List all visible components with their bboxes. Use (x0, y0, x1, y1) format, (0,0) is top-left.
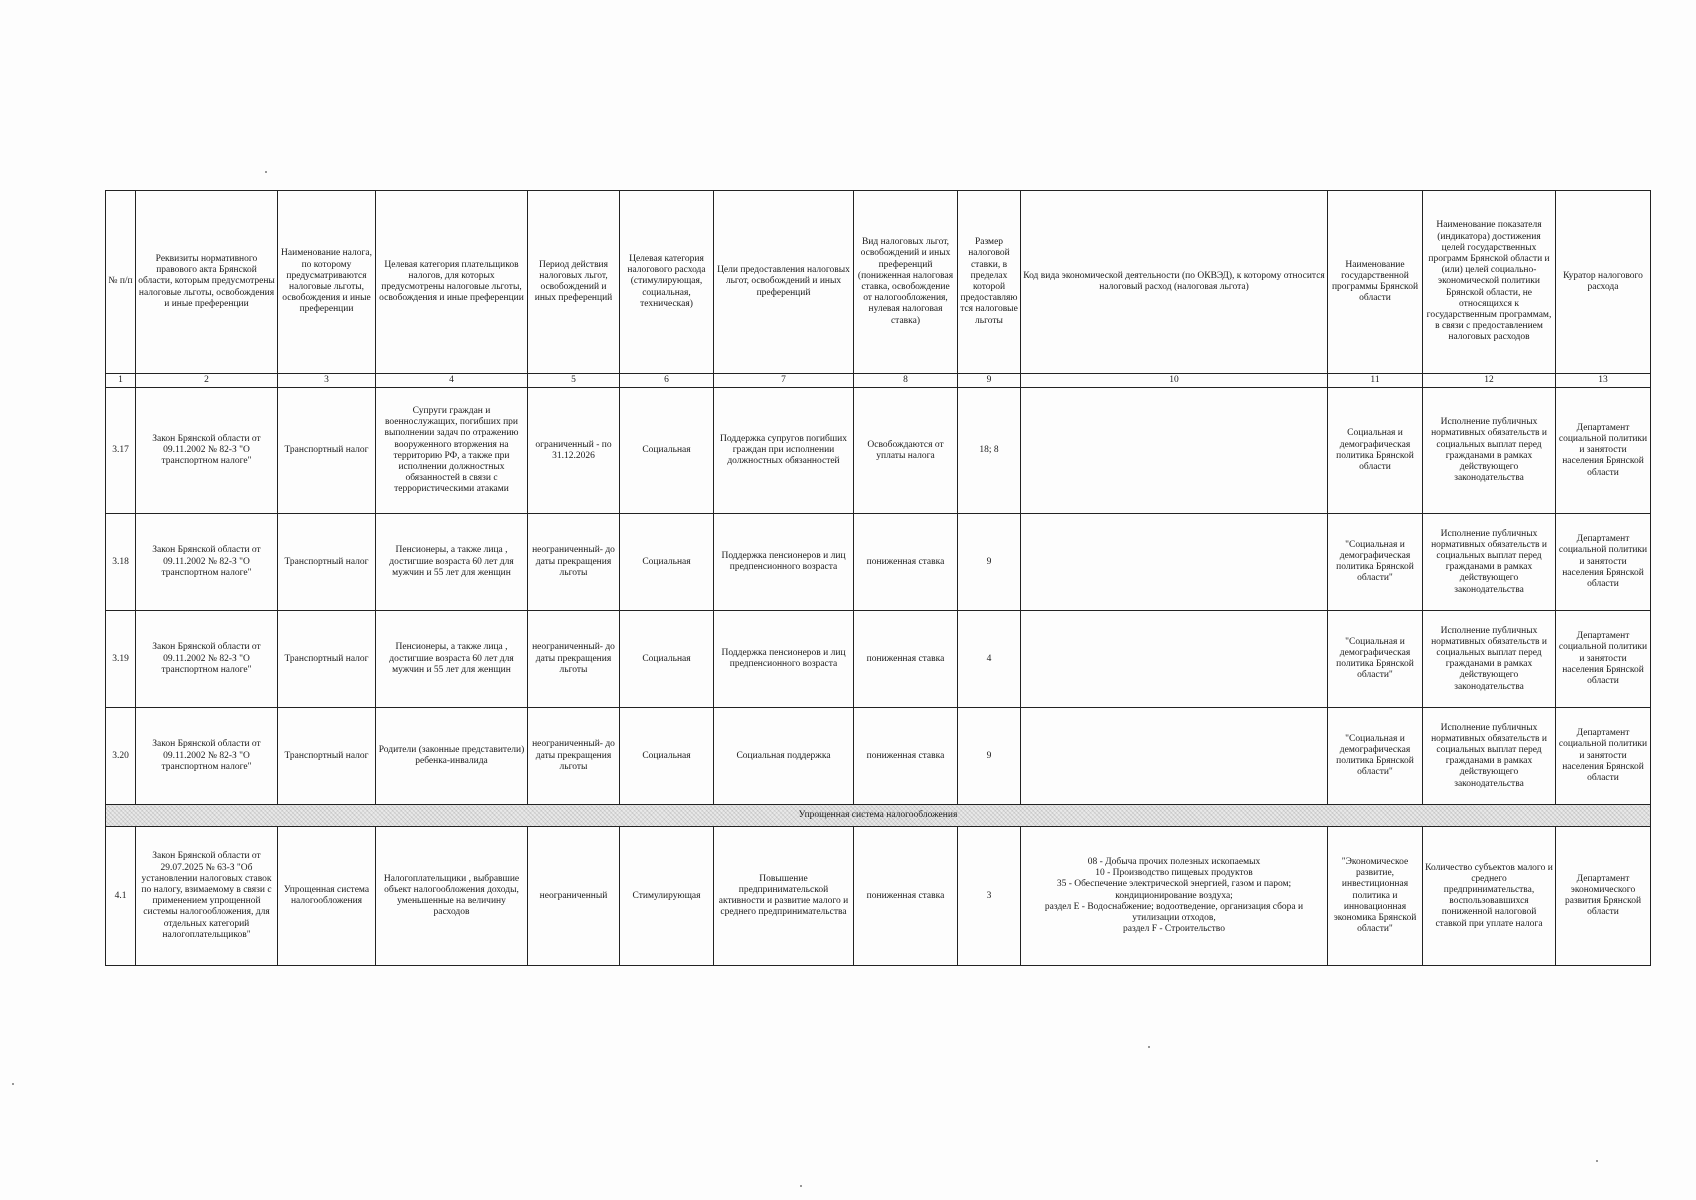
program-cell: "Экономическое развитие, инвестиционная политика и инновационная экономика Брянской области" (1328, 827, 1423, 966)
tax-name-cell: Транспортный налог (278, 514, 376, 611)
expense-type-cell: Социальная (620, 611, 714, 708)
rate-cell: 3 (958, 827, 1021, 966)
goal-cell: Социальная поддержка (714, 708, 854, 805)
period-cell: неограниченный (528, 827, 620, 966)
benefit-kind-cell: пониженная ставка (854, 708, 958, 805)
column-number: 13 (1556, 374, 1651, 388)
period-cell: неограниченный- до даты прекращения льготы (528, 514, 620, 611)
legal-act-cell: Закон Брянской области от 09.11.2002 № 82-З "О транспортном налоге" (136, 708, 278, 805)
expense-type-cell: Социальная (620, 388, 714, 514)
scan-speck (265, 171, 267, 173)
tax-name-cell: Упрощенная система налогообложения (278, 827, 376, 966)
benefit-kind-cell: пониженная ставка (854, 827, 958, 966)
indicator-cell: Количество субъектов малого и среднего предпринимательства, воспользовавшихся пониженной налоговой ставкой при уплате налога (1423, 827, 1556, 966)
column-number: 2 (136, 374, 278, 388)
scan-speck (800, 1185, 802, 1187)
expense-type-cell: Социальная (620, 514, 714, 611)
row-number: 3.19 (106, 611, 136, 708)
header-cell: Наименование государственной программы Брянской области (1328, 191, 1423, 374)
benefit-kind-cell: пониженная ставка (854, 611, 958, 708)
target-category-cell: Родители (законные представители) ребенка-инвалида (376, 708, 528, 805)
scan-speck (1596, 1160, 1598, 1162)
column-number: 9 (958, 374, 1021, 388)
okved-cell (1021, 708, 1328, 805)
okved-line: 10 - Производство пищевых продуктов (1095, 868, 1253, 879)
header-cell: Реквизиты нормативного правового акта Брянской области, которым предусмотрены налоговые льготы, освобождения и иные преференции (136, 191, 278, 374)
rate-cell: 9 (958, 708, 1021, 805)
column-number: 12 (1423, 374, 1556, 388)
curator-cell: Департамент социальной политики и занятости населения Брянской области (1556, 388, 1651, 514)
header-cell: № п/п (106, 191, 136, 374)
column-number: 6 (620, 374, 714, 388)
curator-cell: Департамент социальной политики и занятости населения Брянской области (1556, 708, 1651, 805)
okved-line: раздел F - Строительство (1123, 924, 1225, 935)
indicator-cell: Исполнение публичных нормативных обязательств и социальных выплат перед гражданами в рамках действующего законодательства (1423, 708, 1556, 805)
tax-name-cell: Транспортный налог (278, 611, 376, 708)
legal-act-cell: Закон Брянской области от 09.11.2002 № 82-З "О транспортном налоге" (136, 611, 278, 708)
goal-cell: Повышение предпринимательской активности и развитие малого и среднего предпринимательства (714, 827, 854, 966)
program-cell: "Социальная и демографическая политика Брянской области" (1328, 611, 1423, 708)
header-cell: Целевая категория плательщиков налогов, для которых предусмотрены налоговые льготы, освобождения и иные преференции (376, 191, 528, 374)
period-cell: неограниченный- до даты прекращения льготы (528, 611, 620, 708)
header-row (106, 191, 1651, 374)
goal-cell: Поддержка супругов погибших граждан при исполнении должностных обязанностей (714, 388, 854, 514)
column-number: 3 (278, 374, 376, 388)
program-cell: "Социальная и демографическая политика Брянской области" (1328, 514, 1423, 611)
program-cell: Социальная и демографическая политика Брянской области (1328, 388, 1423, 514)
okved-cell (1021, 827, 1328, 966)
goal-cell: Поддержка пенсионеров и лиц предпенсионного возраста (714, 611, 854, 708)
period-cell: ограниченный - по 31.12.2026 (528, 388, 620, 514)
legal-act-cell: Закон Брянской области от 09.11.2002 № 82-З "О транспортном налоге" (136, 388, 278, 514)
indicator-cell: Исполнение публичных нормативных обязательств и социальных выплат перед гражданами в рамках действующего законодательства (1423, 388, 1556, 514)
header-cell: Цели предоставления налоговых льгот, освобождений и иных преференций (714, 191, 854, 374)
okved-line: 35 - Обеспечение электрической энергией, газом и паром; кондиционирование воздуха; (1056, 879, 1292, 901)
table-row (106, 827, 1651, 966)
column-number-row (106, 374, 1651, 388)
target-category-cell: Пенсионеры, а также лица , достигшие возраста 60 лет для мужчин и 55 лет для женщин (376, 514, 528, 611)
indicator-cell: Исполнение публичных нормативных обязательств и социальных выплат перед гражданами в рамках действующего законодательства (1423, 611, 1556, 708)
scan-speck (1148, 1046, 1150, 1048)
row-number: 3.17 (106, 388, 136, 514)
okved-line: 08 - Добыча прочих полезных ископаемых (1087, 856, 1261, 867)
column-number: 10 (1021, 374, 1328, 388)
period-cell: неограниченный- до даты прекращения льготы (528, 708, 620, 805)
expense-type-cell: Социальная (620, 708, 714, 805)
indicator-cell: Исполнение публичных нормативных обязательств и социальных выплат перед гражданами в рамках действующего законодательства (1423, 514, 1556, 611)
column-number: 4 (376, 374, 528, 388)
table-row (106, 514, 1651, 611)
row-number: 3.18 (106, 514, 136, 611)
section-header-row (106, 805, 1651, 827)
expense-type-cell: Стимулирующая (620, 827, 714, 966)
row-number: 4.1 (106, 827, 136, 966)
target-category-cell: Супруги граждан и военнослужащих, погибших при выполнении задач по отражению вооруженного вторжения на территорию РФ, а также при исполнении должностных обязанностей в связи с террористическими атаками (376, 388, 528, 514)
table-row (106, 611, 1651, 708)
tax-name-cell: Транспортный налог (278, 708, 376, 805)
target-category-cell: Пенсионеры, а также лица , достигшие возраста 60 лет для мужчин и 55 лет для женщин (376, 611, 528, 708)
header-cell: Наименование налога, по которому предусматриваются налоговые льготы, освобождения и иные преференции (278, 191, 376, 374)
rate-cell: 9 (958, 514, 1021, 611)
okved-line: раздел Е - Водоснабжение; водоотведение, организация сбора и утилизации отходов, (1044, 901, 1304, 923)
header-cell: Код вида экономической деятельности (по ОКВЭД), к которому относится налоговый расход (налоговая льгота) (1021, 191, 1328, 374)
column-number: 1 (106, 374, 136, 388)
okved-cell (1021, 514, 1328, 611)
section-title: Упрощенная система налогообложения (106, 805, 1651, 827)
legal-act-cell: Закон Брянской области от 29.07.2025 № 63-З "Об установлении налоговых ставок по налогу, взимаемому в связи с применением упрощенной системы налогообложения, для отдельных категорий налогоплательщиков" (136, 827, 278, 966)
table-row (106, 708, 1651, 805)
row-number: 3.20 (106, 708, 136, 805)
header-cell: Размер налоговой ставки, в пределах которой предоставляются налоговые льготы (958, 191, 1021, 374)
okved-cell (1021, 611, 1328, 708)
column-number: 8 (854, 374, 958, 388)
curator-cell: Департамент экономического развития Брянской области (1556, 827, 1651, 966)
header-cell: Наименование показателя (индикатора) достижения целей государственных программ Брянской области и (или) целей социально-экономической политики Брянской области, не относящихся к государственным программам, в связи с предоставлением налоговых расходов (1423, 191, 1556, 374)
column-number: 7 (714, 374, 854, 388)
header-cell: Вид налоговых льгот, освобождений и иных преференций (пониженная налоговая ставка, освобождение от налогообложения, нулевая налоговая ставка) (854, 191, 958, 374)
rate-cell: 18; 8 (958, 388, 1021, 514)
goal-cell: Поддержка пенсионеров и лиц предпенсионного возраста (714, 514, 854, 611)
table-row (106, 388, 1651, 514)
benefit-kind-cell: Освобождаются от уплаты налога (854, 388, 958, 514)
scan-speck (12, 1083, 14, 1085)
okved-cell (1021, 388, 1328, 514)
curator-cell: Департамент социальной политики и занятости населения Брянской области (1556, 611, 1651, 708)
column-number: 11 (1328, 374, 1423, 388)
rate-cell: 4 (958, 611, 1021, 708)
benefit-kind-cell: пониженная ставка (854, 514, 958, 611)
header-cell: Целевая категория налогового расхода (стимулирующая, социальная, техническая) (620, 191, 714, 374)
tax-name-cell: Транспортный налог (278, 388, 376, 514)
curator-cell: Департамент социальной политики и занятости населения Брянской области (1556, 514, 1651, 611)
program-cell: "Социальная и демографическая политика Брянской области" (1328, 708, 1423, 805)
header-cell: Период действия налоговых льгот, освобождений и иных преференций (528, 191, 620, 374)
legal-act-cell: Закон Брянской области от 09.11.2002 № 82-З "О транспортном налоге" (136, 514, 278, 611)
column-number: 5 (528, 374, 620, 388)
header-cell: Куратор налогового расхода (1556, 191, 1651, 374)
tax-expenditure-table (105, 190, 1651, 966)
target-category-cell: Налогоплательщики , выбравшие объект налогообложения доходы, уменьшенные на величину расходов (376, 827, 528, 966)
